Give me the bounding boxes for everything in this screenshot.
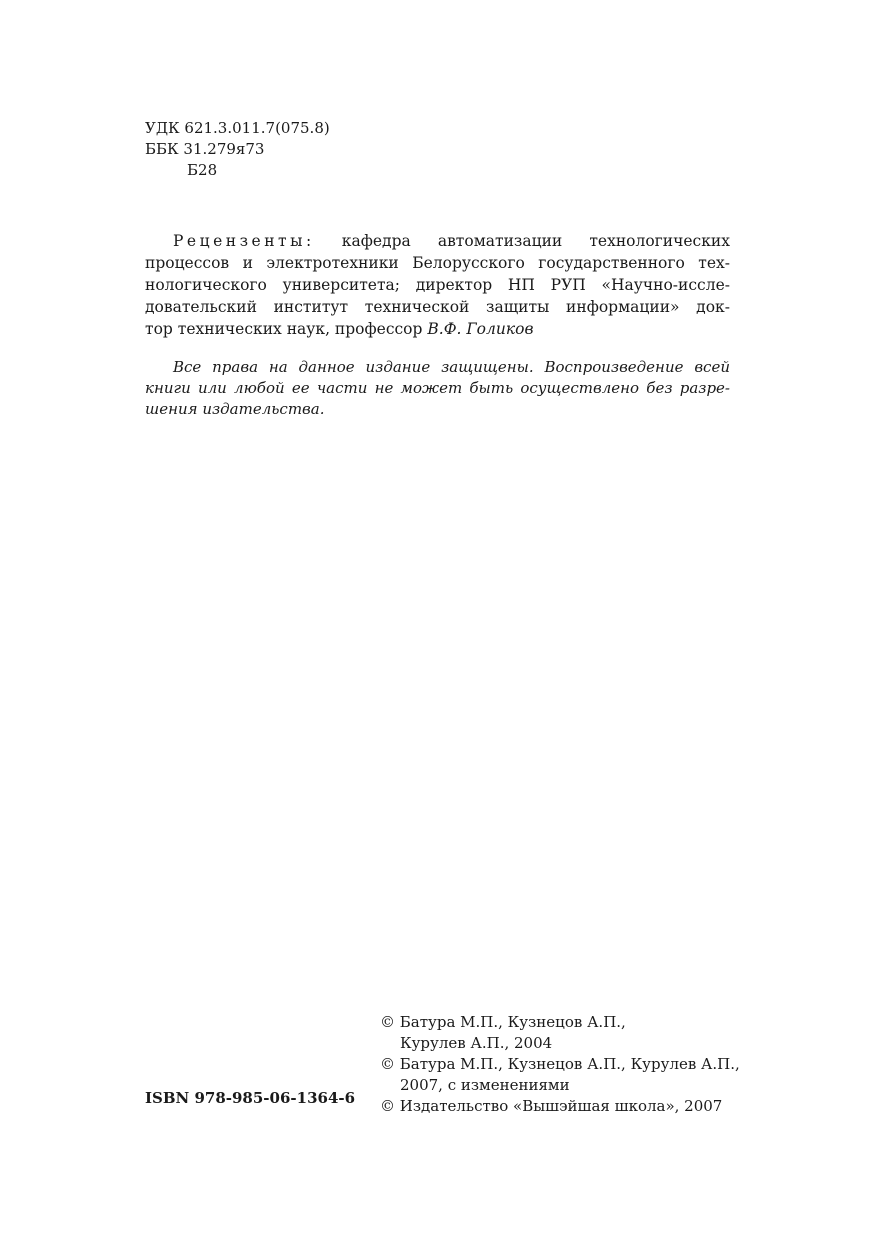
copyright-2004-cont: Курулев А.П., 2004	[400, 1034, 553, 1052]
reviewers-line-1	[145, 230, 730, 252]
copyright-2007-authors-cont: 2007, с изменениями	[400, 1076, 570, 1094]
reviewers-paragraph	[145, 230, 730, 340]
reviewers-line-1-text: кафедра автоматизации технологических	[314, 232, 730, 250]
rights-line-2: книги или любой ее части не может быть осуществлено без разре-	[145, 379, 730, 397]
author-mark: Б28	[187, 161, 218, 179]
reviewers-label: Рецензенты:	[173, 232, 315, 250]
reviewer-name: В.Ф. Голиков	[427, 320, 534, 338]
copyright-2004: © Батура М.П., Кузнецов А.П.,	[380, 1013, 626, 1031]
rights-line-3: шения издательства.	[145, 400, 325, 418]
rights-notice	[145, 357, 730, 420]
udk-code: УДК 621.3.011.7(075.8)	[145, 119, 330, 137]
reviewers-line-5	[145, 318, 730, 340]
classification-block	[145, 118, 330, 181]
reviewers-line-5-text: тор технических наук, профессор	[145, 320, 428, 338]
rights-line-1: Все права на данное издание защищены. Воспроизведение всей	[173, 358, 730, 376]
isbn: ISBN 978-985-06-1364-6	[145, 1089, 356, 1107]
reviewers-line-2: процессов и электротехники Белорусского государственного тех-	[145, 254, 730, 272]
bbk-code: ББК 31.279я73	[145, 140, 265, 158]
copyright-publisher: © Издательство «Вышэйшая школа», 2007	[380, 1097, 723, 1115]
copyright-2007-authors: © Батура М.П., Кузнецов А.П., Курулев А.П.,	[380, 1055, 740, 1073]
reviewers-line-4: довательский институт технической защиты информации» док-	[145, 298, 730, 316]
copyright-block	[380, 1012, 740, 1117]
reviewers-line-3: нологического университета; директор НП РУП «Научно-иссле-	[145, 276, 730, 294]
